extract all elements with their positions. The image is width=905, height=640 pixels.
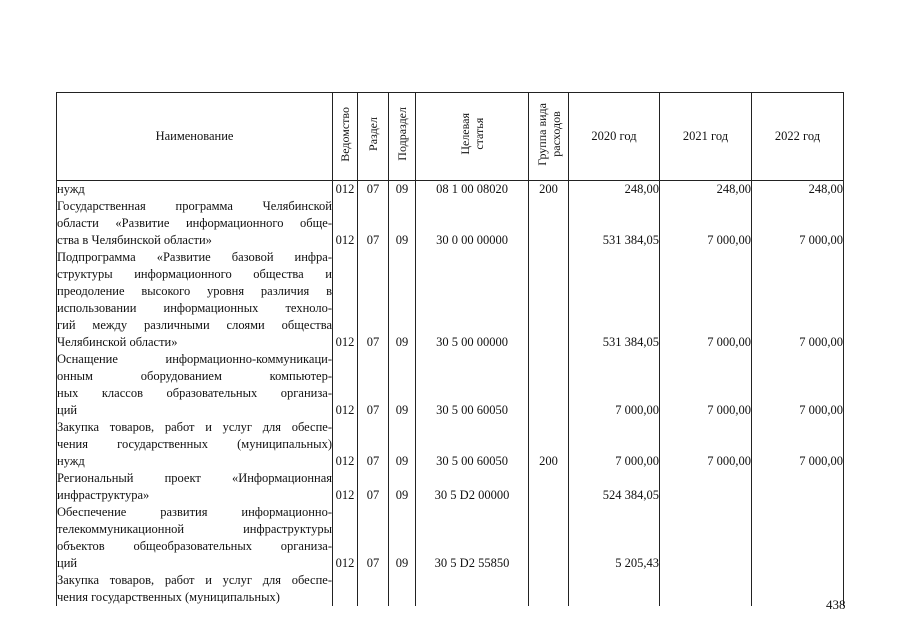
cell-2020: 7 000,00 bbox=[569, 419, 660, 470]
header-group: Группа вида расходов bbox=[529, 93, 569, 181]
header-vedomstvo: Ведомство bbox=[333, 93, 358, 181]
name-line: инфраструктура» bbox=[57, 488, 150, 502]
cell-2020: 5 205,43 bbox=[569, 504, 660, 572]
cell-target: 30 5 00 60050 bbox=[416, 419, 529, 470]
cell-name bbox=[57, 504, 333, 572]
header-2022: 2022 год bbox=[752, 93, 844, 181]
cell-razdel: 07 bbox=[358, 198, 389, 249]
cell-group: 200 bbox=[529, 181, 569, 199]
name-line: Региональный проект «Информационная bbox=[57, 471, 332, 485]
cell-vedomstvo bbox=[333, 572, 358, 606]
cell-group bbox=[529, 572, 569, 606]
cell-name bbox=[57, 470, 333, 504]
header-2021: 2021 год bbox=[660, 93, 752, 181]
name-line: структуры информационного общества и bbox=[57, 267, 332, 281]
name-line: ций bbox=[57, 556, 78, 570]
name-line: ных классов образовательных организа- bbox=[57, 386, 332, 400]
table-row bbox=[57, 249, 844, 351]
cell-2020: 531 384,05 bbox=[569, 249, 660, 351]
name-line: Закупка товаров, работ и услуг для обеспе- bbox=[57, 573, 332, 587]
name-line: Обеспечение развития информационно- bbox=[57, 505, 332, 519]
name-line: Закупка товаров, работ и услуг для обеспе- bbox=[57, 420, 332, 434]
cell-2021: 7 000,00 bbox=[660, 249, 752, 351]
name-line: нужд bbox=[57, 182, 85, 196]
name-line: чения государственных (муниципальных) bbox=[57, 590, 280, 604]
cell-2020: 524 384,05 bbox=[569, 470, 660, 504]
cell-2021 bbox=[660, 470, 752, 504]
name-line: объектов общеобразовательных организа- bbox=[57, 539, 332, 553]
cell-group: 200 bbox=[529, 419, 569, 470]
cell-target bbox=[416, 572, 529, 606]
table-row bbox=[57, 572, 844, 606]
table-row bbox=[57, 351, 844, 419]
cell-razdel: 07 bbox=[358, 351, 389, 419]
cell-2020: 531 384,05 bbox=[569, 198, 660, 249]
cell-razdel bbox=[358, 572, 389, 606]
cell-target: 30 5 00 60050 bbox=[416, 351, 529, 419]
table-row bbox=[57, 419, 844, 470]
cell-2021 bbox=[660, 572, 752, 606]
cell-target: 08 1 00 08020 bbox=[416, 181, 529, 199]
cell-name bbox=[57, 181, 333, 199]
cell-vedomstvo: 012 bbox=[333, 181, 358, 199]
cell-vedomstvo: 012 bbox=[333, 419, 358, 470]
header-razdel: Раздел bbox=[358, 93, 389, 181]
cell-target: 30 5 00 00000 bbox=[416, 249, 529, 351]
cell-2021: 7 000,00 bbox=[660, 198, 752, 249]
name-line: нужд bbox=[57, 454, 85, 468]
name-line: преодоление высокого уровня различия в bbox=[57, 284, 332, 298]
cell-podrazdel: 09 bbox=[389, 351, 416, 419]
cell-group bbox=[529, 249, 569, 351]
cell-podrazdel bbox=[389, 572, 416, 606]
cell-name bbox=[57, 198, 333, 249]
cell-name bbox=[57, 419, 333, 470]
cell-razdel: 07 bbox=[358, 249, 389, 351]
budget-table bbox=[56, 92, 844, 606]
cell-2021: 248,00 bbox=[660, 181, 752, 199]
cell-group bbox=[529, 470, 569, 504]
cell-name bbox=[57, 351, 333, 419]
cell-podrazdel: 09 bbox=[389, 181, 416, 199]
cell-2021 bbox=[660, 504, 752, 572]
page-number: 438 bbox=[826, 597, 846, 612]
table-row bbox=[57, 198, 844, 249]
cell-2021: 7 000,00 bbox=[660, 419, 752, 470]
cell-podrazdel: 09 bbox=[389, 419, 416, 470]
cell-2022: 248,00 bbox=[752, 181, 844, 199]
cell-razdel: 07 bbox=[358, 470, 389, 504]
table-row bbox=[57, 181, 844, 199]
table-body bbox=[57, 181, 844, 607]
cell-group bbox=[529, 504, 569, 572]
table-row bbox=[57, 470, 844, 504]
name-line: гий между различными слоями общества bbox=[57, 318, 332, 332]
cell-2020: 248,00 bbox=[569, 181, 660, 199]
cell-2020 bbox=[569, 572, 660, 606]
header-podrazdel: Подраздел bbox=[389, 93, 416, 181]
cell-vedomstvo: 012 bbox=[333, 351, 358, 419]
cell-group bbox=[529, 198, 569, 249]
cell-vedomstvo: 012 bbox=[333, 198, 358, 249]
cell-podrazdel: 09 bbox=[389, 470, 416, 504]
name-line: Челябинской области» bbox=[57, 335, 178, 349]
name-line: Государственная программа Челябинской bbox=[57, 199, 332, 213]
header-name: Наименование bbox=[57, 93, 333, 181]
table-header-row bbox=[57, 93, 844, 181]
cell-2022: 7 000,00 bbox=[752, 351, 844, 419]
cell-podrazdel: 09 bbox=[389, 249, 416, 351]
cell-target: 30 5 D2 55850 bbox=[416, 504, 529, 572]
name-line: использовании информационных техноло- bbox=[57, 301, 332, 315]
name-line: ций bbox=[57, 403, 78, 417]
cell-razdel: 07 bbox=[358, 181, 389, 199]
cell-vedomstvo: 012 bbox=[333, 504, 358, 572]
cell-razdel: 07 bbox=[358, 504, 389, 572]
cell-target: 30 0 00 00000 bbox=[416, 198, 529, 249]
name-line: области «Развитие информационного обще- bbox=[57, 216, 332, 230]
cell-2021: 7 000,00 bbox=[660, 351, 752, 419]
cell-razdel: 07 bbox=[358, 419, 389, 470]
header-2020: 2020 год bbox=[569, 93, 660, 181]
table-row bbox=[57, 504, 844, 572]
cell-2022: 7 000,00 bbox=[752, 249, 844, 351]
cell-2020: 7 000,00 bbox=[569, 351, 660, 419]
cell-name bbox=[57, 572, 333, 606]
cell-2022: 7 000,00 bbox=[752, 419, 844, 470]
cell-vedomstvo: 012 bbox=[333, 249, 358, 351]
name-line: ства в Челябинской области» bbox=[57, 233, 212, 247]
name-line: онным оборудованием компьютер- bbox=[57, 369, 332, 383]
header-target: Целевая статья bbox=[416, 93, 529, 181]
cell-name bbox=[57, 249, 333, 351]
cell-target: 30 5 D2 00000 bbox=[416, 470, 529, 504]
cell-podrazdel: 09 bbox=[389, 504, 416, 572]
cell-2022 bbox=[752, 504, 844, 572]
name-line: телекоммуникационной инфраструктуры bbox=[57, 522, 332, 536]
name-line: чения государственных (муниципальных) bbox=[57, 437, 332, 451]
cell-podrazdel: 09 bbox=[389, 198, 416, 249]
cell-vedomstvo: 012 bbox=[333, 470, 358, 504]
cell-2022: 7 000,00 bbox=[752, 198, 844, 249]
name-line: Подпрограмма «Развитие базовой инфра- bbox=[57, 250, 332, 264]
name-line: Оснащение информационно-коммуникаци- bbox=[57, 352, 332, 366]
cell-group bbox=[529, 351, 569, 419]
cell-2022 bbox=[752, 470, 844, 504]
